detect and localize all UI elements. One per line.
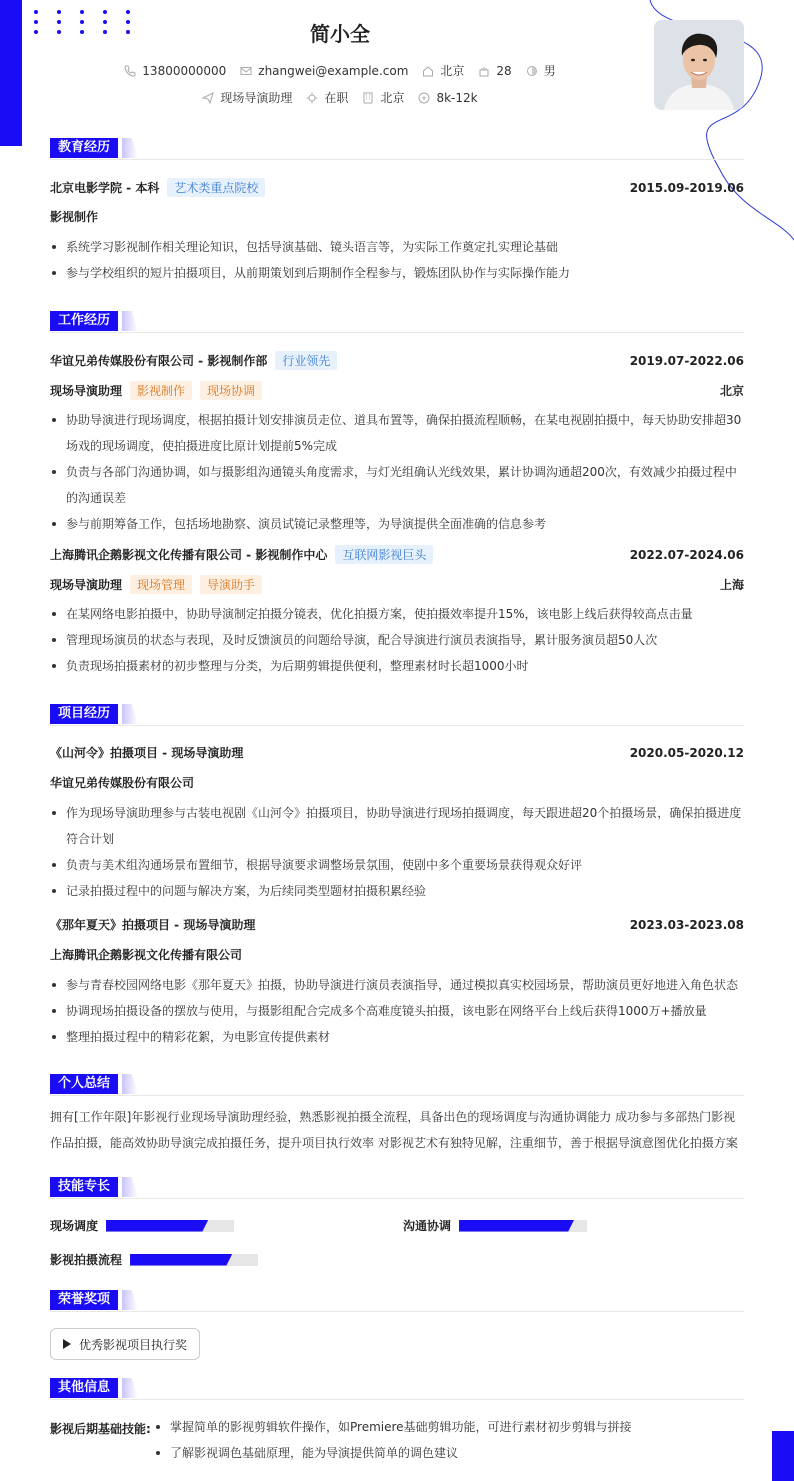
- job-company-row: [50, 545, 744, 564]
- role-tag: 现场管理: [130, 575, 192, 594]
- project-org-row: [50, 946, 744, 963]
- other-title: 其他信息: [50, 1378, 118, 1398]
- skill-name: 沟通协调: [403, 1219, 452, 1233]
- status-icon: [306, 92, 318, 104]
- gender-info: [526, 62, 556, 79]
- list-item: 负责与各部门沟通协调，如与摄影组沟通镜头角度需求，与灯光组确认光线效果，累计协调沟通超200次，有效减少拍摄过程中的沟通误差: [50, 459, 744, 511]
- education-title: 教育经历: [50, 138, 118, 158]
- work-status-text: 在职: [324, 91, 349, 105]
- education-school-row: [50, 178, 744, 197]
- email-text: zhangwei@example.com: [258, 63, 409, 78]
- project-name: 《山河令》拍摄项目 - 现场导演助理: [50, 746, 244, 760]
- candidate-name: 简小全: [310, 22, 370, 46]
- job-intent-row: [0, 89, 680, 106]
- target-position: [202, 89, 292, 106]
- awards-section: [50, 1290, 744, 1352]
- target-city-text: 北京: [380, 91, 405, 105]
- skill-name: 现场调度: [50, 1219, 99, 1233]
- job-bullets: [50, 407, 744, 537]
- job-city: 上海: [719, 578, 744, 592]
- other-header: [50, 1378, 744, 1400]
- work-header: [50, 311, 744, 333]
- education-header: [50, 138, 744, 160]
- projects-header: [50, 704, 744, 726]
- education-date: 2015.09-2019.06: [629, 180, 744, 195]
- project-org: 上海腾讯企鹅影视文化传播有限公司: [50, 948, 243, 962]
- location-text: 北京: [440, 64, 465, 78]
- age-text: 28: [496, 63, 512, 78]
- skill-bar: [130, 1254, 258, 1266]
- phone-icon: [124, 65, 136, 77]
- list-item: 参与学校组织的短片拍摄项目，从前期策划到后期制作全程参与，锻炼团队协作与实际操作能力: [50, 260, 744, 286]
- list-item: 参与青春校园网络电影《那年夏天》拍摄，协助导演进行演员表演指导，通过模拟真实校园场景，帮助演员更好地进入角色状态: [50, 972, 744, 998]
- home-icon: [422, 65, 434, 77]
- section-title-tail: [122, 1074, 138, 1094]
- list-item: 参与前期筹备工作，包括场地勘察、演员试镜记录整理等，为导演提供全面准确的信息参考: [50, 511, 744, 537]
- major: 影视制作: [50, 210, 99, 224]
- gender-text: 男: [543, 64, 556, 78]
- list-item: 管理现场演员的状态与表现，及时反馈演员的问题给导演，配合导演进行演员表演指导，累计服务演员超50人次: [50, 627, 744, 653]
- section-title-tail: [122, 1378, 138, 1398]
- company-name: 上海腾讯企鹅影视文化传播有限公司 - 影视制作中心: [50, 548, 328, 562]
- skill-level-fill: [130, 1254, 232, 1266]
- expected-salary: [418, 89, 477, 106]
- job-date: 2022.07-2024.06: [629, 547, 744, 562]
- projects-title: 项目经历: [50, 704, 118, 724]
- awards-title: 荣誉奖项: [50, 1290, 118, 1310]
- award-item: [50, 1328, 200, 1360]
- accent-bar-corner: [772, 1431, 794, 1481]
- project-bullets: [50, 972, 744, 1050]
- project-date: 2023.03-2023.08: [629, 917, 744, 932]
- other-section: [50, 1378, 744, 1460]
- skill-item: [50, 1251, 258, 1268]
- other-label: 影视后期基础技能:: [50, 1422, 151, 1436]
- triangle-icon: [63, 1339, 71, 1349]
- email-info: [240, 62, 408, 79]
- list-item: 在某网络电影拍摄中，协助导演制定拍摄分镜表，优化拍摄方案，使拍摄效率提升15%，该电影上线后获得较高点击量: [50, 601, 744, 627]
- building-icon: [362, 92, 374, 104]
- project-org: 华谊兄弟传媒股份有限公司: [50, 776, 195, 790]
- section-title-tail: [122, 1177, 138, 1197]
- job-role-row: [50, 575, 744, 594]
- role-tag: 现场协调: [200, 381, 262, 400]
- skill-bar: [106, 1220, 234, 1232]
- job-role-row: [50, 381, 744, 400]
- target-position-text: 现场导演助理: [220, 91, 293, 105]
- list-item: 作为现场导演助理参与古装电视剧《山河令》拍摄项目，协助导演进行现场拍摄调度，每天跟进超20个拍摄场景，确保拍摄进度符合计划: [50, 800, 744, 852]
- projects-section: [50, 704, 744, 1044]
- job-role: 现场导演助理: [50, 578, 123, 592]
- list-item: 整理拍摄过程中的精彩花絮，为电影宣传提供素材: [50, 1024, 744, 1050]
- job-bullets: [50, 601, 744, 679]
- section-title-tail: [122, 1290, 138, 1310]
- section-title-tail: [122, 311, 138, 331]
- list-item: 负责与美术组沟通场景布置细节，根据导演要求调整场景氛围，使剧中多个重要场景获得观众好评: [50, 852, 744, 878]
- education-major-row: [50, 208, 744, 225]
- skills-title: 技能专长: [50, 1177, 118, 1197]
- school-name: 北京电影学院 - 本科: [50, 181, 160, 195]
- role-tag: 影视制作: [130, 381, 192, 400]
- skills-section: [50, 1177, 744, 1267]
- role-tag: 导演助手: [200, 575, 262, 594]
- expected-salary-text: 8k-12k: [436, 90, 478, 105]
- skill-level-fill: [459, 1220, 574, 1232]
- company-tag: 行业领先: [275, 351, 337, 370]
- skill-item: [403, 1217, 587, 1234]
- award-name: 优秀影视项目执行奖: [79, 1337, 188, 1352]
- list-item: 协助导演进行现场调度，根据拍摄计划安排演员走位、道具布置等，确保拍摄流程顺畅，在某电视剧拍摄中，每天协助安排超30场戏的现场调度，使拍摄进度比原计划提前5%完成: [50, 407, 744, 459]
- company-tag: 互联网影视巨头: [335, 545, 433, 564]
- gender-icon: [526, 65, 538, 77]
- skill-bar: [459, 1220, 587, 1232]
- project-name: 《那年夏天》拍摄项目 - 现场导演助理: [50, 918, 256, 932]
- list-item: 掌握简单的影视剪辑软件操作，如Premiere基础剪辑功能，可进行素材初步剪辑与拼接: [154, 1414, 632, 1440]
- skill-item: [50, 1217, 234, 1234]
- section-title-tail: [122, 704, 138, 724]
- mail-icon: [240, 65, 252, 77]
- profile-photo: [654, 20, 744, 110]
- list-item: 协调现场拍摄设备的摆放与使用，与摄影组配合完成多个高难度镜头拍摄，该电影在网络平台上线后获得1000万+播放量: [50, 998, 744, 1024]
- list-item: 负责现场拍摄素材的初步整理与分类，为后期剪辑提供便利，整理素材时长超1000小时: [50, 653, 744, 679]
- awards-header: [50, 1290, 744, 1312]
- education-section: [50, 138, 744, 280]
- other-bullets: [154, 1414, 632, 1466]
- target-city: [362, 89, 404, 106]
- summary-header: [50, 1074, 744, 1096]
- education-bullets: [50, 234, 744, 286]
- contact-row: [0, 62, 680, 79]
- avatar-portrait: [654, 20, 744, 110]
- project-bullets: [50, 800, 744, 904]
- plane-icon: [202, 92, 214, 104]
- age-info: [478, 62, 511, 79]
- work-title: 工作经历: [50, 311, 118, 331]
- job-city: 北京: [719, 384, 744, 398]
- project-name-row: [50, 744, 744, 761]
- job-company-row: [50, 351, 744, 370]
- job-role: 现场导演助理: [50, 384, 123, 398]
- job-date: 2019.07-2022.06: [629, 353, 744, 368]
- skills-header: [50, 1177, 744, 1199]
- list-item: 记录拍摄过程中的问题与解决方案，为后续同类型题材拍摄积累经验: [50, 878, 744, 904]
- work-status: [306, 89, 348, 106]
- project-org-row: [50, 774, 744, 791]
- section-title-tail: [122, 138, 138, 158]
- age-icon: [478, 65, 490, 77]
- school-tag: 艺术类重点院校: [167, 178, 265, 197]
- project-name-row: [50, 916, 744, 933]
- summary-title: 个人总结: [50, 1074, 118, 1094]
- work-section: [50, 311, 744, 673]
- summary-text: 拥有[工作年限]年影视行业现场导演助理经验，熟悉影视拍摄全流程，具备出色的现场调度与沟通协调能力 成功参与多部热门影视作品拍摄，能高效协助导演完成拍摄任务，提升项目执行效率 对影视艺术有独特见解，注重细节，善于根据导演意图优化拍摄方案: [50, 1110, 738, 1150]
- phone-info: [124, 62, 226, 79]
- list-item: 系统学习影视制作相关理论知识，包括导演基础、镜头语言等，为实际工作奠定扎实理论基础: [50, 234, 744, 260]
- company-name: 华谊兄弟传媒股份有限公司 - 影视制作部: [50, 354, 268, 368]
- project-date: 2020.05-2020.12: [629, 745, 744, 760]
- summary-section: [50, 1074, 744, 1150]
- salary-icon: [418, 92, 430, 104]
- list-item: 了解影视调色基础原理，能为导演提供简单的调色建议: [154, 1440, 632, 1466]
- location-info: [422, 62, 464, 79]
- phone-text: 13800000000: [142, 63, 227, 78]
- skill-level-fill: [106, 1220, 208, 1232]
- skill-name: 影视拍摄流程: [50, 1253, 123, 1267]
